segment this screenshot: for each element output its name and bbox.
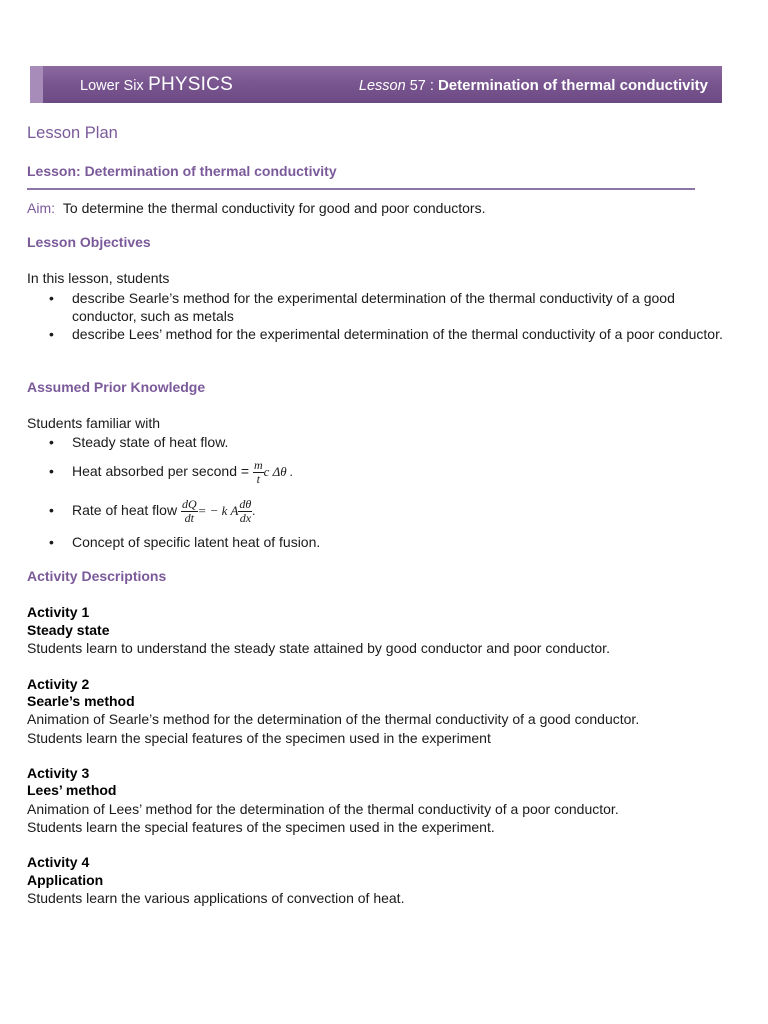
dtheta-dx-fraction <box>238 498 252 525</box>
mass-per-time-fraction <box>253 459 264 486</box>
activity-description: Animation of Lees’ method for the determination of the thermal conductivity of a poor conductor. <box>27 801 619 817</box>
aim-line <box>27 200 485 216</box>
activity-description: Students learn the special features of the specimen used in the experiment <box>27 730 491 746</box>
aim-colon: : <box>51 200 56 216</box>
objectives-list <box>27 289 727 343</box>
course-name <box>80 74 233 96</box>
prior-knowledge-list-2 <box>27 454 727 489</box>
frac-numerator: dQ <box>181 496 197 511</box>
activity-title: Activity 1 <box>27 604 90 620</box>
lesson-separator: : <box>429 78 434 94</box>
course-subject: PHYSICS <box>148 74 233 95</box>
activity-subtitle: Application <box>27 872 104 888</box>
activity-title: Activity 3 <box>27 765 90 781</box>
activity-title: Activity 4 <box>27 854 90 870</box>
frac-numerator: dθ <box>239 496 252 511</box>
lesson-label <box>359 77 708 94</box>
activity-description: Students learn the various applications of convection of heat. <box>27 890 405 906</box>
course-prefix: Lower Six <box>80 78 144 94</box>
prior-item: • Steady state of heat flow. <box>27 433 727 451</box>
frac-denominator: t <box>256 471 260 486</box>
lesson-title: Determination of thermal conductivity <box>437 77 708 94</box>
prior-knowledge-list <box>27 433 727 451</box>
prior-item-heat <box>27 454 727 489</box>
activity-subtitle: Lees’ method <box>27 782 117 798</box>
activity-description: Students learn to understand the steady state attained by good conductor and poor conductor. <box>27 640 610 656</box>
prior-item: • Concept of specific latent heat of fusion. <box>27 533 727 551</box>
frac-denominator: dx <box>239 510 252 525</box>
dq-dt-fraction <box>181 498 198 525</box>
objectives-heading: Lesson Objectives <box>27 234 151 250</box>
rate-formula-mid: = − k A <box>197 503 239 518</box>
objective-item: • describe Lees’ method for the experimental determination of the thermal conductivity of a poor conductor. <box>27 325 727 343</box>
activities-heading: Activity Descriptions <box>27 568 167 584</box>
activity-subtitle: Searle’s method <box>27 693 135 709</box>
divider <box>27 188 695 190</box>
banner-tab-accent <box>30 66 43 103</box>
objectives-intro: In this lesson, students <box>27 270 170 286</box>
header-banner <box>30 66 722 103</box>
objective-item: • describe Searle’s method for the experimental determination of the thermal conductivity of a good conductor, such as metals <box>27 289 727 325</box>
frac-numerator: m <box>253 457 263 472</box>
heat-formula-tail: c Δθ . <box>263 464 294 479</box>
page-title: Lesson Plan <box>27 124 118 142</box>
rate-label: Rate of heat flow <box>72 502 178 518</box>
aim-label: Aim <box>27 200 52 216</box>
activity-description: Students learn the special features of the specimen used in the experiment. <box>27 819 495 835</box>
prior-knowledge-list-3 <box>27 492 727 529</box>
activity-title: Activity 2 <box>27 676 90 692</box>
lesson-word: Lesson <box>358 78 406 94</box>
prior-knowledge-list-4 <box>27 533 727 551</box>
activity-subtitle: Steady state <box>27 622 110 638</box>
heat-label: Heat absorbed per second = <box>72 463 250 479</box>
activity-description: Animation of Searle’s method for the determination of the thermal conductivity of a good conductor. <box>27 711 640 727</box>
prior-item-rate <box>27 492 727 529</box>
lesson-number: 57 <box>409 78 426 94</box>
rate-formula-tail: . <box>252 503 256 518</box>
aim-text: To determine the thermal conductivity for good and poor conductors. <box>62 200 486 216</box>
prior-knowledge-heading: Assumed Prior Knowledge <box>27 379 206 395</box>
prior-knowledge-intro: Students familiar with <box>27 415 161 431</box>
frac-denominator: dt <box>184 510 194 525</box>
lesson-subtitle: Lesson: Determination of thermal conductivity <box>27 163 337 179</box>
